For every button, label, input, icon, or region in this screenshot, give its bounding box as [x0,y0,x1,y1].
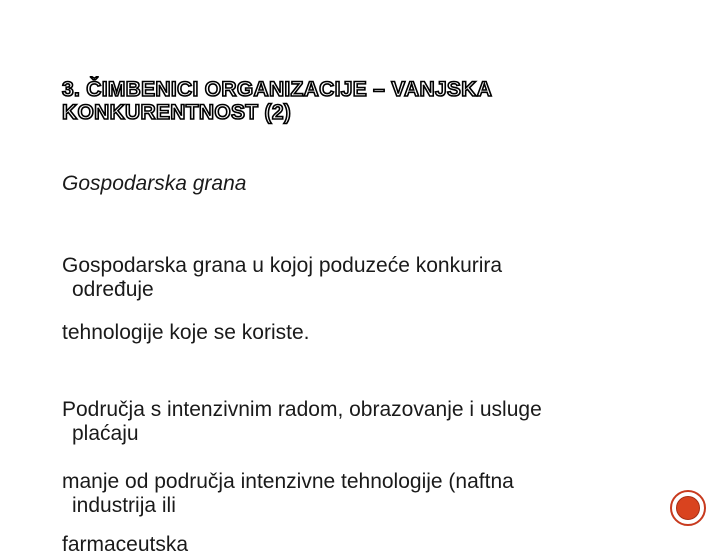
paragraph-4 [62,470,662,518]
paragraph-4-line-1: manje od područja intenzivne tehnologije (naftna [62,470,514,493]
paragraph-4-line-2: industrija ili [72,494,176,517]
paragraph-3-line-2: plaćaju [72,422,139,445]
paragraph-5-line-1: farmaceutska [62,533,189,556]
paragraph-1 [62,254,662,302]
paragraph-5 [62,533,662,557]
paragraph-2-line-1: tehnologije koje se koriste. [62,321,310,344]
paragraph-2 [62,321,662,345]
paragraph-1-line-2: određuje [72,278,154,301]
paragraph-3-line-1: Područja s intenzivnim radom, obrazovanje i usluge [62,398,542,421]
slide-title: 3. ČIMBENICI ORGANIZACIJE – VANJSKA KONKURENTNOST (2) [62,78,492,124]
subheading: Gospodarska grana [62,172,247,195]
circle-button-icon[interactable] [670,490,706,526]
paragraph-1-line-1: Gospodarska grana u kojoj poduzeće konkurira [62,254,503,277]
circle-button-inner [676,496,700,520]
paragraph-3 [62,398,662,446]
